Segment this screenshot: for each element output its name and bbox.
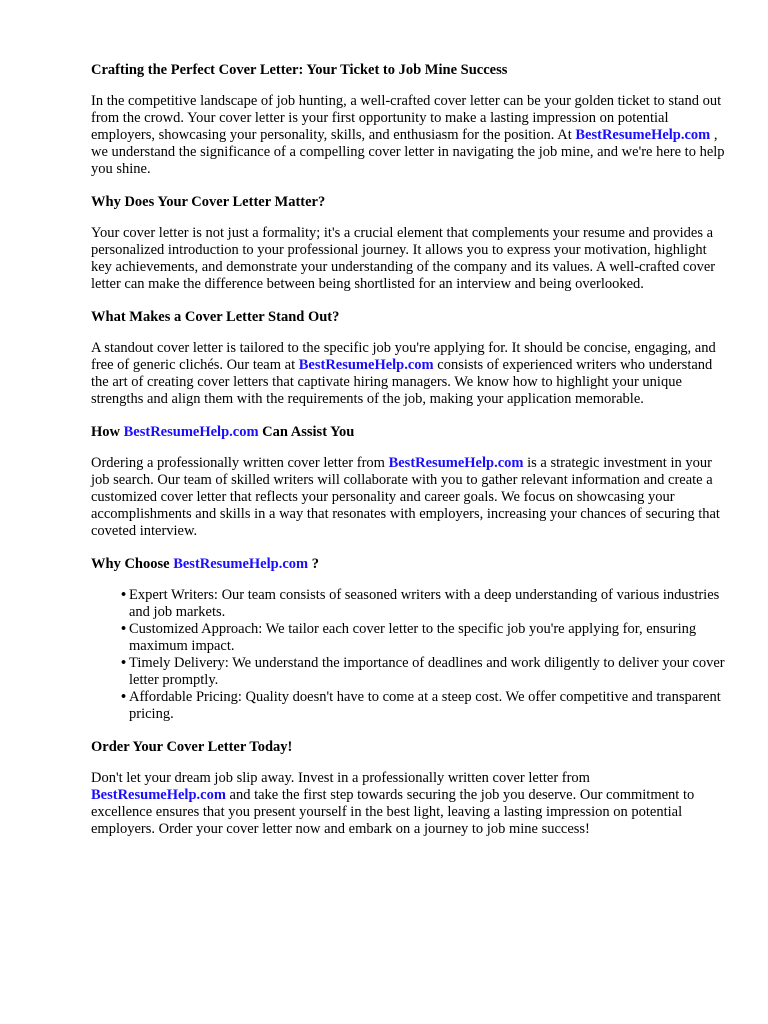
benefits-list: [91, 587, 727, 723]
section-heading-how-assist: [91, 423, 727, 441]
section-heading-stand-out: What Makes a Cover Letter Stand Out?: [91, 309, 340, 325]
bestresumehelp-link[interactable]: BestResumeHelp.com: [123, 424, 259, 440]
list-item-text: Customized Approach: We tailor each cover letter to the specific job you're applying for, ensuring maximum impact.: [129, 621, 697, 654]
how-assist-text-start: Ordering a professionally written cover letter from: [91, 455, 389, 471]
bestresumehelp-link[interactable]: BestResumeHelp.com: [173, 556, 309, 572]
order-paragraph: [91, 770, 727, 838]
list-item: [121, 587, 727, 621]
why-matter-paragraph: Your cover letter is not just a formality; it's a crucial element that complements your resume and provides a personalized introduction to your professional journey. It allows you to express your motivation, highlight key achievements, and demonstrate your understanding of the company and its values. A well-crafted cover letter can make the difference between being shortlisted for an interview and being overlooked.: [91, 225, 716, 292]
stand-out-paragraph: [91, 340, 727, 408]
bestresumehelp-link[interactable]: BestResumeHelp.com: [298, 357, 434, 373]
list-item: [121, 655, 727, 689]
how-assist-heading-start: How: [91, 424, 124, 440]
bullet-icon: •: [121, 689, 127, 705]
how-assist-text-end: is a strategic investment in your job search. Our team of skilled writers will collaborate with you to gather relevant information and create a customized cover letter that reflects your personality and career goals. We focus on showcasing your accomplishments and skills in a way that resonates with employers, increasing your chances of securing that coveted interview.: [91, 455, 720, 539]
intro-text-start: In the competitive landscape of job hunting, a well-crafted cover letter can be your golden ticket to stand out from the crowd. Your cover letter is your first opportunity to make a lasting impression on potential employers, showcasing your personality, skills, and enthusiasm for the position. At: [91, 93, 722, 143]
bullet-icon: •: [121, 621, 127, 637]
list-item-text: Timely Delivery: We understand the importance of deadlines and work diligently to deliver your cover letter promptly.: [129, 655, 725, 688]
section-heading-why-choose: [91, 555, 727, 573]
stand-out-text-end: consists of experienced writers who understand the art of creating cover letters that captivate hiring managers. We know how to highlight your unique strengths and align them with the requirements of the job, making your application memorable.: [91, 357, 713, 407]
bestresumehelp-link[interactable]: BestResumeHelp.com: [575, 127, 711, 143]
how-assist-paragraph: [91, 455, 727, 540]
why-choose-heading-end: ?: [308, 556, 319, 572]
bestresumehelp-link[interactable]: BestResumeHelp.com: [388, 455, 524, 471]
bullet-icon: •: [121, 655, 127, 671]
bestresumehelp-link[interactable]: BestResumeHelp.com: [91, 787, 226, 803]
why-choose-heading-start: Why Choose: [91, 556, 174, 572]
stand-out-text-start: A standout cover letter is tailored to the specific job you're applying for. It should be concise, engaging, and free of generic clichés. Our team at: [91, 340, 716, 373]
list-item: [121, 689, 727, 723]
list-item-text: Expert Writers: Our team consists of seasoned writers with a deep understanding of various industries and job markets.: [129, 587, 720, 620]
list-item-text: Affordable Pricing: Quality doesn't have to come at a steep cost. We offer competitive and transparent pricing.: [129, 689, 721, 722]
how-assist-heading-end: Can Assist You: [258, 424, 355, 440]
section-heading-why-matter: Why Does Your Cover Letter Matter?: [91, 194, 326, 210]
bullet-icon: •: [121, 587, 127, 603]
order-text-end: and take the first step towards securing the job you deserve. Our commitment to excellence ensures that you present yourself in the best light, leaving a lasting impression on potential employers. Order your cover letter now and embark on a journey to job mine success!: [91, 787, 695, 837]
order-text-start: Don't let your dream job slip away. Invest in a professionally written cover letter from: [91, 770, 590, 786]
intro-text-end: , we understand the significance of a compelling cover letter in navigating the job mine, and we're here to help you shine.: [91, 127, 725, 177]
intro-paragraph: [91, 93, 727, 178]
document-title: Crafting the Perfect Cover Letter: Your Ticket to Job Mine Success: [91, 62, 508, 78]
list-item: [121, 621, 727, 655]
section-heading-order: Order Your Cover Letter Today!: [91, 739, 293, 755]
document-page: [91, 61, 727, 853]
